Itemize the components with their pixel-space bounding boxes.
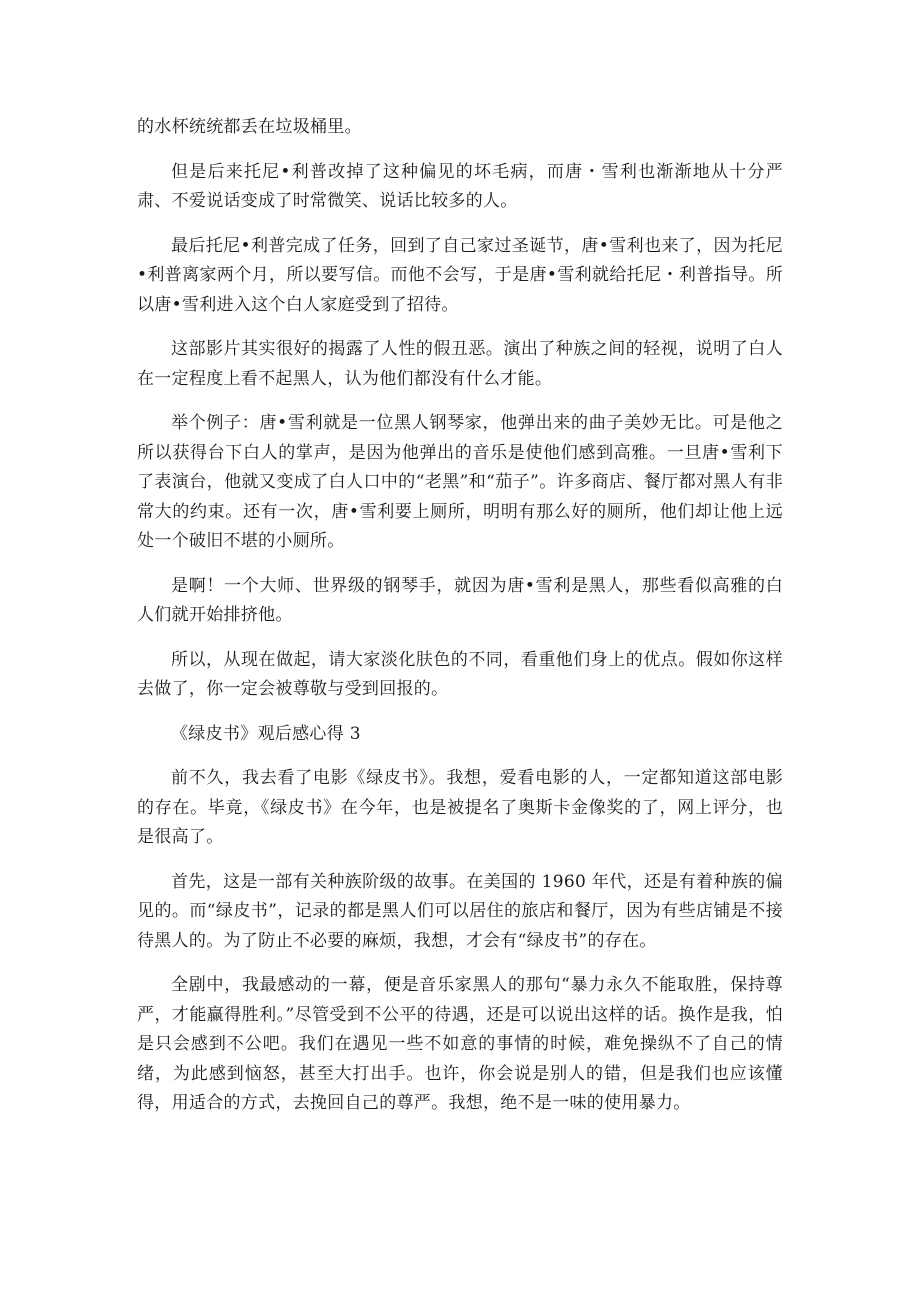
paragraph-10: 全剧中，我最感动的一幕，便是音乐家黑人的那句“暴力永久不能取胜，保持尊严，才能赢得胜利。”尽管受到不公平的待遇，还是可以说出这样的话。换作是我，怕是只会感到不公吧。我们在遇见一些不如意的事情的时候，难免操纵不了自己的情绪，为此感到恼怒，甚至大打出手。也许，你会说是别人的错，但是我们也应该懂得，用适合的方式，去挽回自己的尊严。我想，绝不是一味的使用暴力。: [137, 975, 783, 1113]
document-body: [137, 113, 783, 1134]
paragraph-6: 是啊！一个大师、世界级的钢琴手，就因为唐•雪利是黑人，那些看似高雅的白人们就开始排挤他。: [137, 575, 783, 625]
paragraph-5: 举个例子：唐•雪利就是一位黑人钢琴家，他弹出来的曲子美妙无比。可是他之所以获得台下白人的掌声，是因为他弹出的音乐是使他们感到高雅。一旦唐•雪利下了表演台，他就又变成了白人口中的“老黑”和“茄子”。许多商店、餐厅都对黑人有非常大的约束。还有一次，唐•雪利要上厕所，明明有那么好的厕所，他们却让他上远处一个破旧不堪的小厕所。: [137, 413, 783, 551]
paragraph-7: 所以，从现在做起，请大家淡化肤色的不同，看重他们身上的优点。假如你这样去做了，你一定会被尊敬与受到回报的。: [137, 649, 783, 699]
paragraph-4: 这部影片其实很好的揭露了人性的假丑恶。演出了种族之间的轻视，说明了白人在一定程度上看不起黑人，认为他们都没有什么才能。: [137, 339, 783, 389]
paragraph-3: 最后托尼•利普完成了任务，回到了自己家过圣诞节，唐•雪利也来了，因为托尼•利普离家两个月，所以要写信。而他不会写，于是唐•雪利就给托尼・利普指导。所以唐•雪利进入这个白人家庭受到了招待。: [137, 235, 783, 315]
paragraph-1: 的水杯统统都丢在垃圾桶里。: [137, 117, 362, 137]
paragraph-9: 首先，这是一部有关种族阶级的故事。在美国的 1960 年代，还是有着种族的偏见的。而“绿皮书”，记录的都是黑人们可以居住的旅店和餐厅，因为有些店铺是不接待黑人的。为了防止不必要的麻烦，我想，才会有“绿皮书”的存在。: [137, 871, 783, 951]
paragraph-2: 但是后来托尼•利普改掉了这种偏见的坏毛病，而唐・雪利也渐渐地从十分严肃、不爱说话变成了时常微笑、说话比较多的人。: [137, 161, 783, 211]
paragraph-8: 前不久，我去看了电影《绿皮书》。我想，爱看电影的人，一定都知道这部电影的存在。毕竟，《绿皮书》在今年，也是被提名了奥斯卡金像奖的了，网上评分，也是很高了。: [137, 768, 783, 847]
section-heading: 《绿皮书》观后感心得 3: [171, 723, 361, 744]
